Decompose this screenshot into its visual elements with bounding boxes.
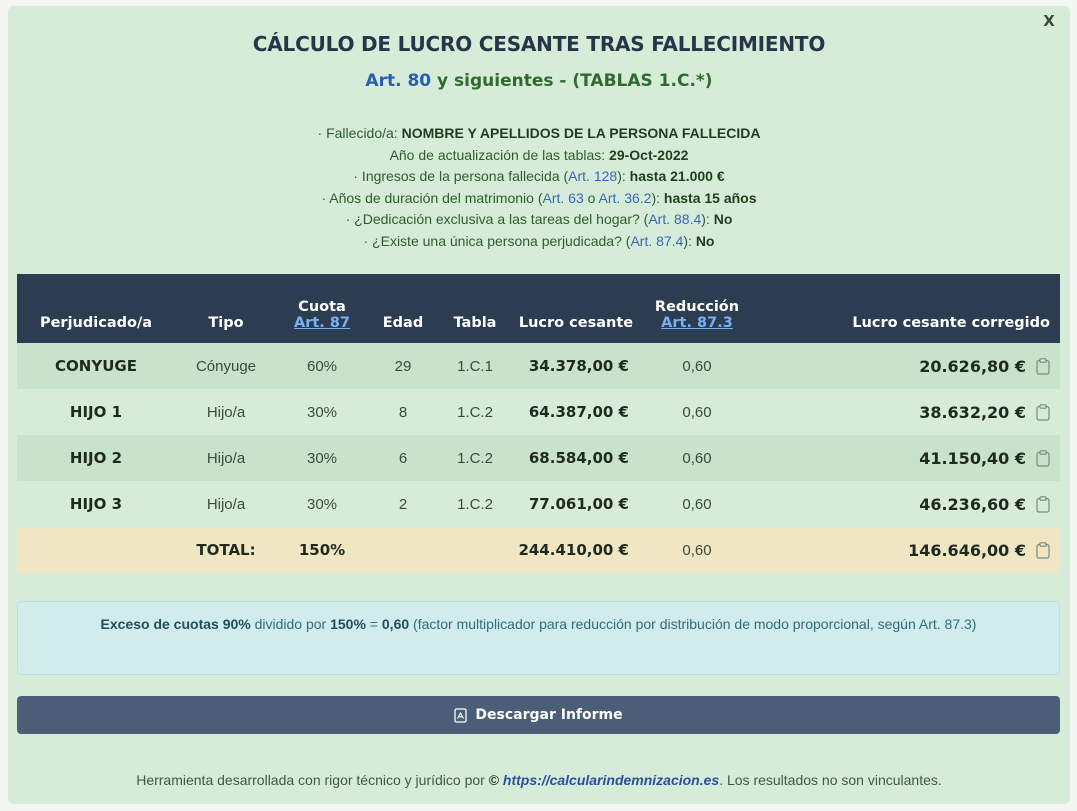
info-label: · ¿Dedicación exclusiva a las tareas del hogar? ( xyxy=(345,211,649,228)
col-edad: Edad xyxy=(382,315,424,331)
cell-name: HIJO 2 xyxy=(69,449,123,467)
info-value: 29-Oct-2022 xyxy=(609,146,689,163)
info-dedication xyxy=(8,209,1070,231)
art-link[interactable]: Art. 88.4 xyxy=(648,211,702,228)
cell-tabla: 1.C.2 xyxy=(457,403,493,421)
cell-edad: 6 xyxy=(398,449,408,467)
table-row xyxy=(17,481,1060,527)
case-info xyxy=(8,123,1070,253)
modal-dialog xyxy=(8,6,1070,804)
col-cuota xyxy=(277,274,367,343)
clipboard-copy-icon[interactable] xyxy=(1036,404,1050,421)
cell-edad: 29 xyxy=(394,357,412,375)
cell-reduccion: 0,60 xyxy=(682,403,712,421)
table-header-row xyxy=(17,274,1060,343)
cell-reduccion: 0,60 xyxy=(682,495,712,513)
info-label: ): xyxy=(617,168,630,185)
cell-tipo: Cónyuge xyxy=(195,357,257,375)
info-label: · Años de duración del matrimonio ( xyxy=(321,189,543,206)
info-value: NOMBRE Y APELLIDOS DE LA PERSONA FALLECIDA xyxy=(401,125,761,141)
info-value: No xyxy=(695,232,715,249)
subtitle-text: y siguientes - (TABLAS 1.C.*) xyxy=(431,71,713,91)
info-marriage xyxy=(8,188,1070,210)
note-factor: 0,60 xyxy=(381,616,410,632)
total-cuota: 150% xyxy=(298,541,346,559)
footer xyxy=(8,772,1070,788)
info-label: · Ingresos de la persona fallecida ( xyxy=(353,168,569,185)
cell-lucro: 34.378,00 € xyxy=(528,357,629,375)
cell-tabla: 1.C.2 xyxy=(457,449,493,467)
reduction-note xyxy=(17,601,1060,675)
note-text: dividido por xyxy=(250,616,331,632)
total-corregido-value: 146.646,00 € xyxy=(908,540,1026,560)
col-cuota-label: Cuota xyxy=(298,299,346,315)
footer-text: . Los resultados no son vinculantes. xyxy=(719,772,942,788)
info-deceased xyxy=(8,123,1070,145)
cell-tipo: Hijo/a xyxy=(206,403,246,421)
col-lucro: Lucro cesante xyxy=(518,315,634,331)
note-total: 150% xyxy=(330,616,366,632)
info-label: · Fallecido/a: xyxy=(317,125,402,141)
col-reduccion-link[interactable]: Art. 87.3 xyxy=(661,315,733,331)
cell-edad: 8 xyxy=(398,403,408,421)
cell-corregido xyxy=(753,435,1060,481)
art-link[interactable]: Art. 63 xyxy=(542,189,584,206)
cell-tabla: 1.C.2 xyxy=(457,495,493,513)
table-row xyxy=(17,389,1060,435)
info-label: ): xyxy=(651,189,664,206)
download-report-button[interactable] xyxy=(17,696,1060,734)
pdf-document-icon xyxy=(454,708,467,723)
art-link[interactable]: Art. 36.2 xyxy=(598,189,652,206)
info-label: · ¿Existe una única persona perjudicada? ( xyxy=(363,232,631,249)
clipboard-copy-icon[interactable] xyxy=(1036,450,1050,467)
note-excess: Exceso de cuotas 90% xyxy=(100,616,251,632)
total-lucro: 244.410,00 € xyxy=(518,541,629,559)
cell-cuota: 30% xyxy=(306,403,338,421)
cell-lucro: 64.387,00 € xyxy=(528,403,629,421)
note-text: (factor multiplicador para reducción por distribución de modo proporcional, según Art. 87.3) xyxy=(409,616,977,632)
cell-cuota: 30% xyxy=(306,495,338,513)
info-year xyxy=(8,145,1070,167)
col-perjudicado: Perjudicado/a xyxy=(39,315,153,331)
info-label: o xyxy=(583,189,599,206)
info-value: hasta 15 años xyxy=(663,189,757,206)
art-link[interactable]: Art. 128 xyxy=(568,168,618,185)
cell-empty xyxy=(439,527,511,573)
cell-tipo: Hijo/a xyxy=(206,449,246,467)
cell-name: HIJO 3 xyxy=(69,495,123,513)
cell-name: CONYUGE xyxy=(55,357,137,375)
info-income xyxy=(8,166,1070,188)
col-tipo: Tipo xyxy=(208,315,244,331)
cell-reduccion: 0,60 xyxy=(682,449,712,467)
footer-link[interactable]: https://calcularindemnizacion.es xyxy=(502,772,720,788)
page-title: CÁLCULO DE LUCRO CESANTE TRAS FALLECIMIENTO xyxy=(252,32,826,56)
page-subtitle xyxy=(8,71,1070,91)
col-tabla: Tabla xyxy=(453,315,497,331)
art-link[interactable]: Art. 87.4 xyxy=(630,232,684,249)
cell-reduccion: 0,60 xyxy=(682,357,712,375)
col-reduccion xyxy=(641,274,753,343)
col-cuota-link[interactable]: Art. 87 xyxy=(293,315,351,331)
cell-lucro: 77.061,00 € xyxy=(528,495,629,513)
info-label: Año de actualización de las tablas: xyxy=(389,146,610,163)
cell-empty xyxy=(17,527,175,573)
clipboard-copy-icon[interactable] xyxy=(1036,496,1050,513)
total-label: TOTAL: xyxy=(196,541,256,559)
info-label: ): xyxy=(701,211,714,228)
cell-name: HIJO 1 xyxy=(69,403,123,421)
table-total-row xyxy=(17,527,1060,573)
cell-empty xyxy=(367,527,439,573)
corregido-value: 20.626,80 € xyxy=(919,356,1026,376)
info-single-victim xyxy=(8,231,1070,253)
info-label: ): xyxy=(683,232,696,249)
clipboard-copy-icon[interactable] xyxy=(1036,358,1050,375)
cell-tipo: Hijo/a xyxy=(206,495,246,513)
subtitle-art-link[interactable]: Art. 80 xyxy=(365,71,432,91)
cell-edad: 2 xyxy=(398,495,408,513)
cell-corregido xyxy=(753,481,1060,527)
cell-cuota: 60% xyxy=(306,357,338,375)
total-reduccion: 0,60 xyxy=(682,541,712,559)
cell-tabla: 1.C.1 xyxy=(457,357,493,375)
table-row xyxy=(17,343,1060,389)
results-table xyxy=(17,274,1060,573)
corregido-value: 46.236,60 € xyxy=(919,494,1026,514)
col-corregido: Lucro cesante corregido xyxy=(852,315,1050,331)
cell-lucro: 68.584,00 € xyxy=(528,449,629,467)
table-row xyxy=(17,435,1060,481)
footer-text: Herramienta desarrollada con rigor técnico y jurídico por xyxy=(136,772,489,788)
total-corregido xyxy=(753,527,1060,573)
info-value: hasta 21.000 € xyxy=(629,168,725,185)
clipboard-copy-icon[interactable] xyxy=(1036,542,1050,559)
cell-corregido xyxy=(753,389,1060,435)
download-label: Descargar Informe xyxy=(475,707,623,723)
cell-corregido xyxy=(753,343,1060,389)
info-value: No xyxy=(713,211,733,228)
copyright-symbol: © xyxy=(488,772,500,788)
corregido-value: 41.150,40 € xyxy=(919,448,1026,468)
note-text: = xyxy=(365,616,382,632)
col-reduccion-label: Reducción xyxy=(654,299,740,315)
close-button[interactable]: X xyxy=(1043,12,1055,30)
corregido-value: 38.632,20 € xyxy=(919,402,1026,422)
cell-cuota: 30% xyxy=(306,449,338,467)
